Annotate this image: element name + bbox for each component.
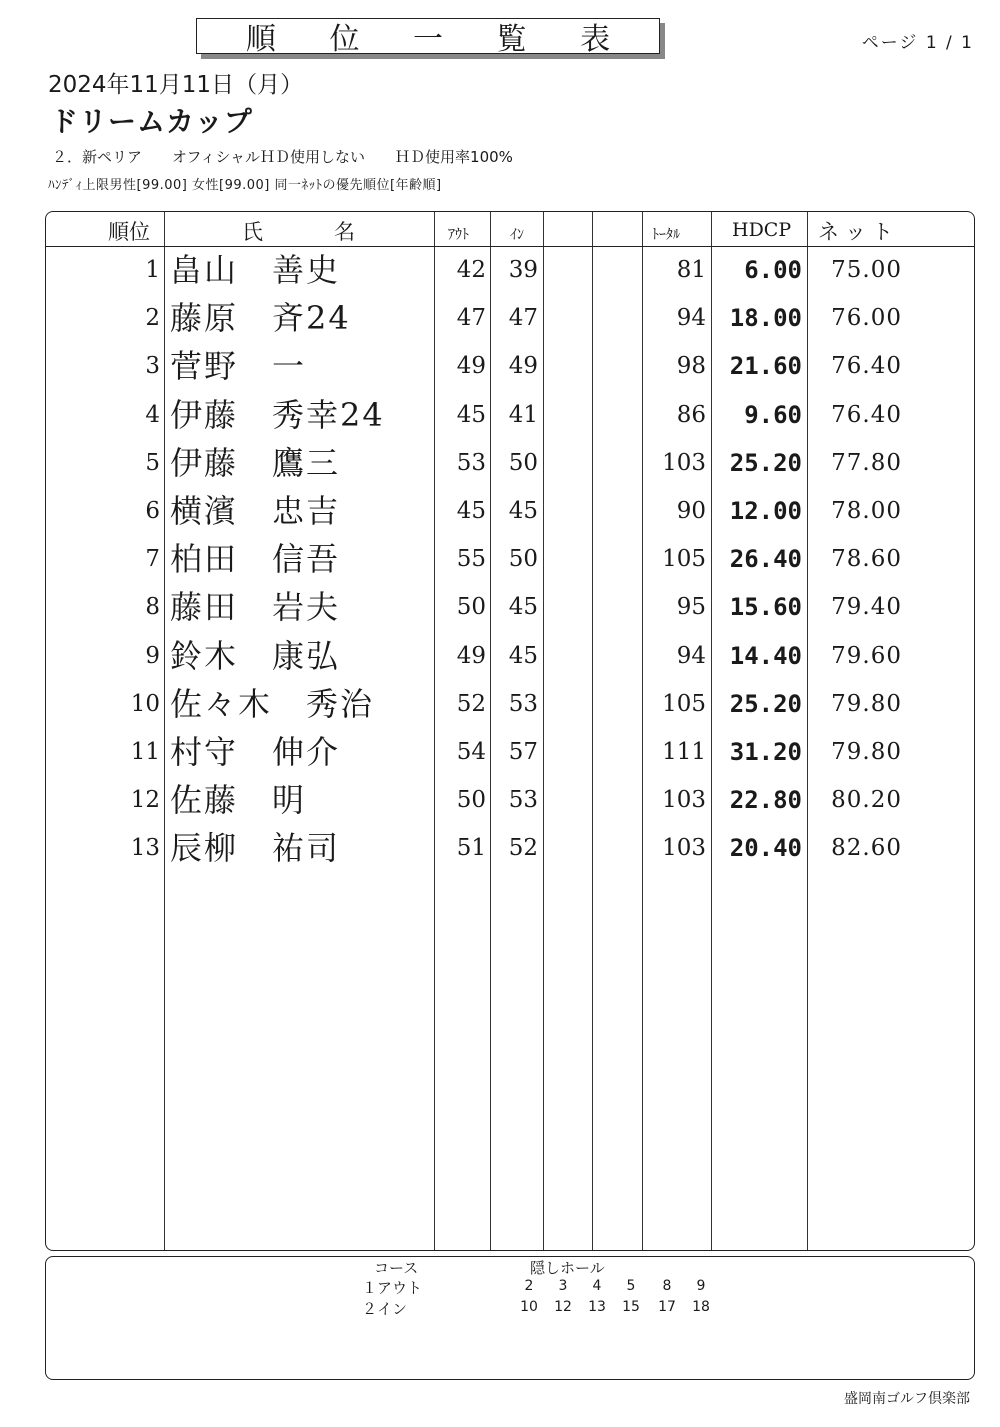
out-score-cell: 49 xyxy=(456,353,486,380)
net-score-cell: 76.40 xyxy=(831,401,902,428)
net-score-cell: 79.60 xyxy=(831,642,902,669)
in-score-cell: 57 xyxy=(508,739,538,765)
rank-cell: 13 xyxy=(130,835,160,862)
in-score-cell: 39 xyxy=(508,257,538,283)
in-score-cell: 41 xyxy=(508,401,538,428)
header-total: ﾄｰﾀﾙ xyxy=(652,227,680,243)
header-out: ｱｳﾄ xyxy=(448,227,469,243)
header-net: ネット xyxy=(818,220,899,244)
name-cell: 村守 伸介 xyxy=(170,733,341,771)
event-date: 2024年11月11日（月） xyxy=(48,72,304,98)
header-name-first: 氏 xyxy=(242,220,263,244)
table-row xyxy=(46,487,974,535)
hidden-hole-number: 15 xyxy=(622,1299,640,1315)
rank-cell: 11 xyxy=(130,739,160,765)
rank-cell: 4 xyxy=(145,401,160,428)
header-rank: 順位 xyxy=(108,220,150,244)
rank-cell: 10 xyxy=(130,690,160,717)
in-score-cell: 47 xyxy=(508,305,538,332)
total-score-cell: 86 xyxy=(676,401,706,428)
in-score-cell: 45 xyxy=(508,642,538,669)
net-score-cell: 77.80 xyxy=(831,449,902,476)
out-score-cell: 55 xyxy=(456,546,486,573)
hidden-hole-number: 8 xyxy=(662,1278,672,1294)
hidden-hole-number: 4 xyxy=(592,1278,602,1294)
course-2-label: ２イン xyxy=(362,1300,408,1318)
table-header xyxy=(46,212,974,247)
name-cell: 藤原 斉24 xyxy=(170,299,351,338)
course-1-label: １アウト xyxy=(362,1279,423,1297)
net-score-cell: 79.40 xyxy=(831,594,902,621)
out-score-cell: 47 xyxy=(456,305,486,332)
rank-cell: 2 xyxy=(145,305,160,332)
total-score-cell: 105 xyxy=(662,546,706,573)
hdcp-cell: 25.20 xyxy=(729,689,802,718)
total-score-cell: 94 xyxy=(676,642,706,669)
rank-cell: 3 xyxy=(145,353,160,380)
rank-cell: 12 xyxy=(130,787,160,814)
course-label: コース xyxy=(374,1259,419,1277)
rank-cell: 8 xyxy=(145,594,160,621)
hdcp-cell: 12.00 xyxy=(729,497,802,525)
event-name: ドリームカップ xyxy=(50,105,253,138)
total-score-cell: 111 xyxy=(662,739,706,765)
out-score-cell: 54 xyxy=(456,739,486,765)
name-cell: 辰柳 祐司 xyxy=(170,829,341,868)
hdcp-cell: 20.40 xyxy=(729,834,802,863)
page-number: ページ 1 / 1 xyxy=(861,33,974,53)
hidden-hole-number: 17 xyxy=(658,1299,676,1315)
table-row xyxy=(46,583,974,631)
table-row xyxy=(46,632,974,680)
net-score-cell: 78.00 xyxy=(831,498,902,524)
name-cell: 横濱 忠吉 xyxy=(170,492,341,530)
hidden-hole-number: 18 xyxy=(692,1299,710,1315)
rank-cell: 7 xyxy=(145,546,160,573)
total-score-cell: 98 xyxy=(676,353,706,380)
in-score-cell: 50 xyxy=(508,449,538,476)
name-cell: 畠山 善史 xyxy=(170,251,341,289)
total-score-cell: 103 xyxy=(662,787,706,814)
table-row xyxy=(46,342,974,390)
out-score-cell: 50 xyxy=(456,594,486,621)
hdcp-cell: 14.40 xyxy=(729,641,802,670)
net-score-cell: 76.00 xyxy=(831,305,902,332)
in-score-cell: 45 xyxy=(508,594,538,621)
rank-cell: 6 xyxy=(145,498,160,524)
in-score-cell: 53 xyxy=(508,690,538,717)
total-score-cell: 90 xyxy=(676,498,706,524)
header-hdcp: HDCP xyxy=(732,219,792,241)
net-score-cell: 80.20 xyxy=(831,787,902,814)
hidden-hole-number: 12 xyxy=(554,1299,572,1315)
out-score-cell: 53 xyxy=(456,449,486,476)
name-cell: 佐藤 明 xyxy=(170,781,307,820)
header-name-second: 名 xyxy=(334,220,355,244)
hdcp-cell: 31.20 xyxy=(729,738,802,766)
hidden-holes-label: 隠しホール xyxy=(530,1259,605,1277)
settings-line-1: ２．新ペリア オフィシャルＨＤ使用しない ＨＤ使用率100% xyxy=(52,148,513,166)
out-score-cell: 45 xyxy=(456,401,486,428)
out-score-cell: 49 xyxy=(456,642,486,669)
net-score-cell: 75.00 xyxy=(831,257,902,283)
net-score-cell: 76.40 xyxy=(831,353,902,380)
hdcp-cell: 9.60 xyxy=(744,400,802,429)
hdcp-cell: 15.60 xyxy=(729,593,802,622)
hdcp-cell: 25.20 xyxy=(729,448,802,477)
hdcp-cell: 21.60 xyxy=(729,352,802,381)
out-score-cell: 51 xyxy=(456,835,486,862)
in-score-cell: 49 xyxy=(508,353,538,380)
in-score-cell: 53 xyxy=(508,787,538,814)
table-row xyxy=(46,776,974,824)
table-row xyxy=(46,824,974,872)
net-score-cell: 79.80 xyxy=(831,690,902,717)
total-score-cell: 105 xyxy=(662,690,706,717)
hidden-hole-number: 10 xyxy=(520,1299,538,1315)
hdcp-cell: 26.40 xyxy=(729,545,802,574)
rank-cell: 9 xyxy=(145,642,160,669)
out-score-cell: 52 xyxy=(456,690,486,717)
net-score-cell: 79.80 xyxy=(831,739,902,765)
total-score-cell: 81 xyxy=(676,257,706,283)
club-name: 盛岡南ゴルフ倶楽部 xyxy=(844,1391,970,1407)
name-cell: 藤田 岩夫 xyxy=(170,588,341,627)
table-row xyxy=(46,391,974,439)
table-row xyxy=(46,535,974,583)
name-cell: 菅野 一 xyxy=(170,347,307,386)
name-cell: 柏田 信吾 xyxy=(170,540,341,579)
name-cell: 佐々木 秀治 xyxy=(170,684,375,723)
table-row xyxy=(46,680,974,728)
total-score-cell: 94 xyxy=(676,305,706,332)
out-score-cell: 45 xyxy=(456,498,486,524)
rank-cell: 5 xyxy=(145,449,160,476)
table-row xyxy=(46,728,974,776)
in-score-cell: 50 xyxy=(508,546,538,573)
total-score-cell: 103 xyxy=(662,449,706,476)
page-title: 順 位 一 覧 表 xyxy=(196,18,660,54)
hidden-hole-number: 13 xyxy=(588,1299,606,1315)
settings-line-2: ﾊﾝﾃﾞｨ上限男性[99.00] 女性[99.00] 同一ﾈｯﾄの優先順位[年齢順] xyxy=(48,178,442,193)
total-score-cell: 95 xyxy=(676,594,706,621)
out-score-cell: 50 xyxy=(456,787,486,814)
rank-cell: 1 xyxy=(145,257,160,283)
total-score-cell: 103 xyxy=(662,835,706,862)
name-cell: 伊藤 鷹三 xyxy=(170,443,341,482)
hidden-hole-number: 9 xyxy=(696,1278,706,1294)
hdcp-cell: 22.80 xyxy=(729,786,802,815)
in-score-cell: 52 xyxy=(508,835,538,862)
name-cell: 伊藤 秀幸24 xyxy=(170,395,385,434)
hdcp-cell: 6.00 xyxy=(744,256,802,284)
table-row xyxy=(46,246,974,294)
results-table xyxy=(45,211,975,1251)
hidden-hole-number: 2 xyxy=(524,1278,534,1294)
header-in: ｲﾝ xyxy=(510,227,524,243)
out-score-cell: 42 xyxy=(456,257,486,283)
hidden-hole-number: 5 xyxy=(626,1278,636,1294)
net-score-cell: 78.60 xyxy=(831,546,902,573)
in-score-cell: 45 xyxy=(508,498,538,524)
hidden-hole-number: 3 xyxy=(558,1278,568,1294)
hdcp-cell: 18.00 xyxy=(729,304,802,333)
hidden-holes-box xyxy=(45,1256,975,1380)
table-row xyxy=(46,294,974,342)
net-score-cell: 82.60 xyxy=(831,835,902,862)
name-cell: 鈴木 康弘 xyxy=(170,636,341,675)
table-row xyxy=(46,439,974,487)
